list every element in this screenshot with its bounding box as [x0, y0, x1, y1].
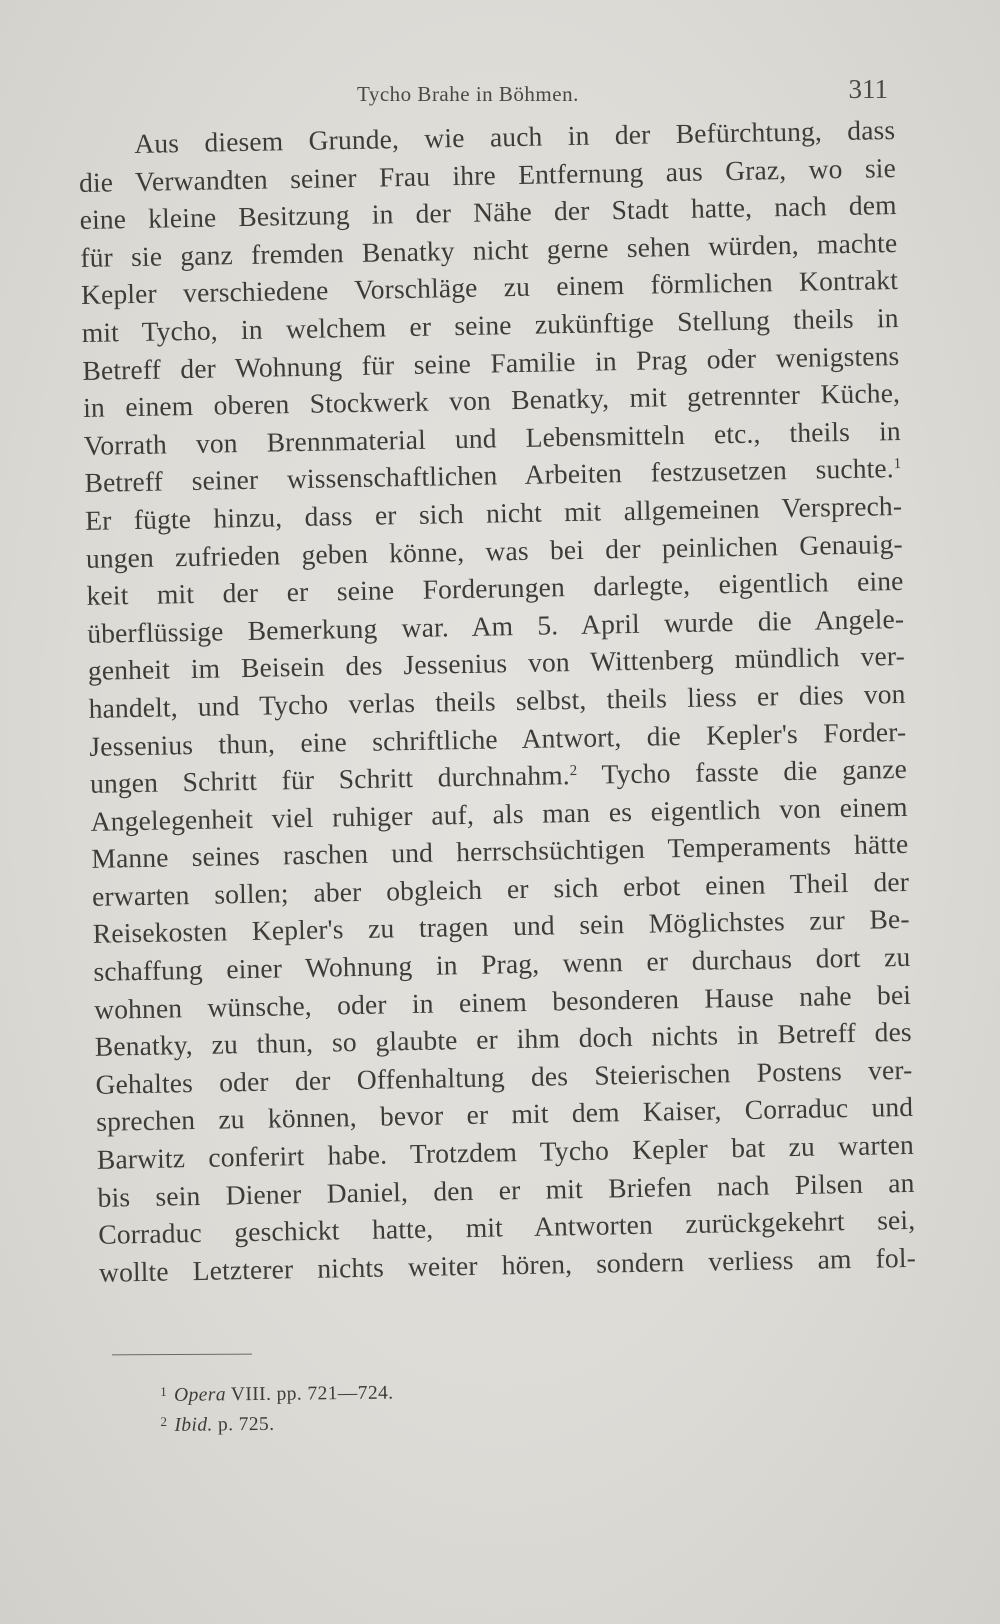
line-text: ungen zufrieden geben könne, was bei der peinlichen Genauig- — [85, 527, 904, 574]
line-text: Gehaltes oder der Offenhaltung des Steierischen Postens ver- — [95, 1053, 913, 1100]
line-text: Reisekosten Kepler's zu tragen und sein Möglichstes zur Be- — [92, 903, 910, 950]
line-text: genheit im Beisein des Jessenius von Wittenberg mündlich ver- — [87, 640, 906, 687]
line-text: Kepler verschiedene Vorschläge zu einem förmlichen Kontrakt — [80, 264, 899, 311]
line-text: Aus diesem Grunde, wie auch in der Befürchtung, dass — [134, 114, 896, 159]
footnote-reference: 1 — [893, 456, 902, 473]
line-text: für sie ganz fremden Benatky nicht gerne sehen würden, machte — [80, 226, 898, 273]
line-text: wohnen wünsche, oder in einem besonderen Hause nahe bei — [93, 978, 912, 1025]
running-title: Tycho Brahe in Böhmen. — [357, 82, 579, 106]
line-text: schaffung einer Wohnung in Prag, wenn er durchaus dort zu — [93, 940, 911, 987]
line-text: die Verwandten seiner Frau ihre Entfernung aus Graz, wo sie — [78, 151, 897, 198]
line-text: Vorrath von Brennmaterial und Lebensmitteln etc., theils in — [83, 414, 901, 461]
footnote — [160, 1403, 560, 1437]
page-number: 311 — [848, 74, 888, 104]
line-text: Barwitz conferirt habe. Trotzdem Tycho Kepler bat zu warten — [96, 1128, 915, 1175]
footnote-source-title: Opera — [173, 1384, 227, 1406]
line-text-continued: Tycho fasste die ganze — [577, 753, 908, 791]
line-text: Angelegenheit viel ruhiger auf, als man es eigentlich von einem — [90, 790, 908, 837]
line-text: überflüssige Bemerkung war. Am 5. April wurde die Angele- — [87, 602, 905, 649]
line-text: eine kleine Besitzung in der Nähe der Stadt hatte, nach dem — [79, 189, 897, 236]
footnotes — [160, 1373, 561, 1437]
footnote-citation: VIII. pp. 721—724. — [225, 1382, 394, 1406]
line-text: in einem oberen Stockwerk von Benatky, mit getrennter Küche, — [82, 377, 901, 424]
line-text: Corraduc geschickt hatte, mit Antworten zurückgekehrt sei, — [98, 1204, 916, 1251]
line-text: ungen Schritt für Schritt durchnahm. — [89, 759, 571, 799]
line-text: erwarten sollen; aber obgleich er sich erbot einen Theil der — [91, 865, 910, 912]
body-text — [78, 111, 916, 1291]
page-header — [80, 74, 890, 114]
line-text: keit mit der er seine Forderungen darlegte, eigentlich eine — [86, 565, 904, 612]
line-text: wollte Letzterer nichts weiter hören, sondern verliess am fol- — [98, 1241, 917, 1288]
line-text: Jessenius thun, eine schriftliche Antwort, die Kepler's Forder- — [89, 715, 907, 762]
line-text: Er fügte hinzu, dass er sich nicht mit allgemeinen Versprech- — [84, 489, 903, 536]
line-text: mit Tycho, in welchem er seine zukünftige Stellung theils in — [81, 301, 899, 348]
footnote-citation: p. 725. — [212, 1413, 275, 1436]
line-text: Betreff der Wohnung für seine Familie in Prag oder wenigstens — [82, 339, 900, 386]
line-text: sprechen zu können, bevor er mit dem Kaiser, Corraduc und — [95, 1091, 914, 1138]
line-text: Manne seines raschen und herrschsüchtigen Temperaments hätte — [91, 828, 909, 875]
line-text: Benatky, zu thun, so glaubte er ihm doch nichts in Betreff des — [94, 1016, 913, 1063]
line-text: bis sein Diener Daniel, den er mit Briefen nach Pilsen an — [97, 1166, 915, 1213]
line-text: handelt, und Tycho verlas theils selbst, theils liess er dies von — [88, 677, 906, 724]
footnote-marker: 2 — [160, 1413, 168, 1429]
line-text: Betreff seiner wissenschaftlichen Arbeiten festzusetzen suchte. — [84, 452, 895, 499]
footnote-source-title: Ibid. — [174, 1414, 213, 1436]
footnote-reference: 2 — [569, 763, 578, 780]
footnote-divider — [112, 1354, 252, 1356]
footnote — [160, 1373, 560, 1407]
footnote-marker: 1 — [160, 1383, 168, 1399]
